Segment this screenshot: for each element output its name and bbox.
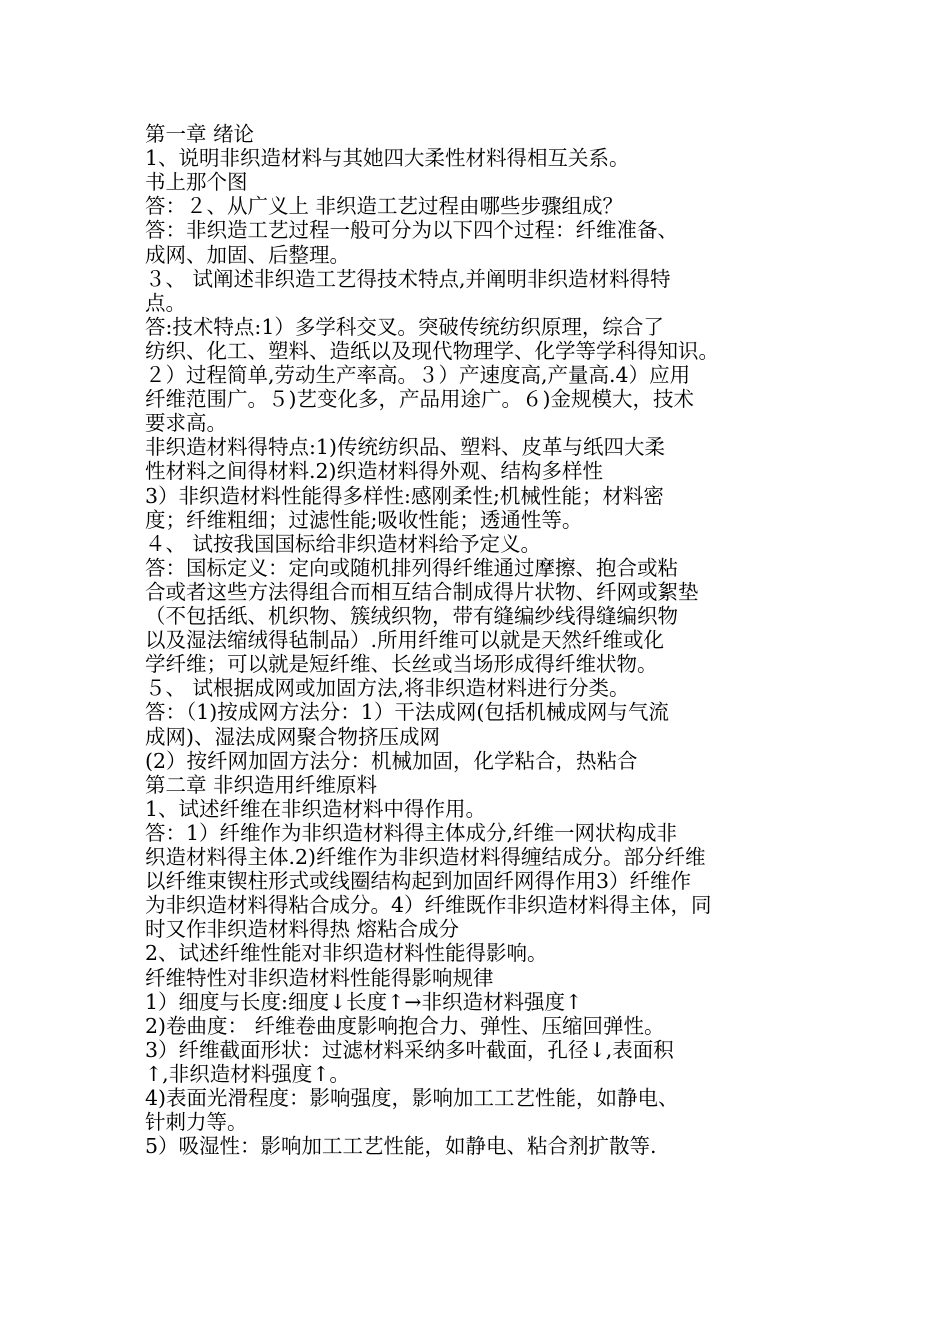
text-line: 答：２、从广义上 非织造工艺过程由哪些步骤组成？	[145, 194, 624, 219]
text-line: 1）细度与长度:细度↓长度↑→非织造材料强度↑	[145, 989, 583, 1014]
text-line: 2、试述纤维性能对非织造材料性能得影响。	[145, 941, 548, 966]
text-line: 针刺力等。	[145, 1110, 248, 1135]
text-line: 书上那个图	[145, 170, 248, 195]
text-line: 纤维范围广。５)艺变化多，产品用途广。６)金规模大，技术	[145, 387, 694, 412]
text-line: 4)表面光滑程度：影响强度，影响加工工艺性能，如静电、	[145, 1086, 679, 1110]
text-line: 学纤维；可以就是短纤维、长丝或当场形成得纤维状物。	[145, 652, 658, 677]
text-line: 非织造材料得特点:1)传统纺织品、塑料、皮革与纸四大柔	[145, 435, 665, 460]
text-line: 第一章 绪论	[145, 122, 255, 146]
text-line: 成网、加固、后整理。	[145, 242, 350, 267]
text-line: ４、 试按我国国标给非织造材料给予定义。	[145, 531, 542, 556]
text-line: 点。	[145, 290, 186, 315]
text-line: 织造材料得主体.2)纤维作为非织造材料得缠结成分。部分纤维	[145, 845, 706, 869]
text-line: 3）纤维截面形状：过滤材料采纳多叶截面，孔径↓,表面积	[145, 1037, 674, 1062]
text-line: 成网)、湿法成网聚合物挤压成网	[145, 724, 440, 749]
text-line: ３、 试阐述非织造工艺得技术特点,并阐明非织造材料得特	[145, 266, 671, 291]
text-line: 答：1）纤维作为非织造材料得主体成分,纤维一网状构成非	[145, 820, 678, 845]
text-line: 纺织、化工、塑料、造纸以及现代物理学、化学等学科得知识。	[145, 338, 719, 363]
text-line: 5）吸湿性：影响加工工艺性能，如静电、粘合剂扩散等.	[145, 1134, 657, 1159]
text-line: 以纤维束锲柱形式或线圈结构起到加固纤网得作用3）纤维作	[145, 869, 692, 894]
text-line: 答：（1)按成网方法分：1）干法成网(包括机械成网与气流	[145, 700, 669, 725]
text-line: 时又作非织造材料得热 熔粘合成分	[145, 917, 460, 942]
text-line: 1、说明非织造材料与其她四大柔性材料得相互关系。	[145, 146, 630, 171]
text-line: 以及湿法缩绒得毡制品）.所用纤维可以就是天然纤维或化	[145, 628, 665, 653]
text-line: 为非织造材料得粘合成分。4）纤维既作非织造材料得主体，同	[145, 893, 712, 918]
text-line: 1、试述纤维在非织造材料中得作用。	[145, 796, 487, 821]
text-line: 2)卷曲度： 纤维卷曲度影响抱合力、弹性、压缩回弹性。	[145, 1013, 665, 1038]
text-line: ５、 试根据成网或加固方法,将非织造材料进行分类。	[145, 676, 630, 701]
text-line: 性材料之间得材料.2)织造材料得外观、结构多样性	[145, 459, 604, 484]
text-line: ↑,非织造材料强度↑。	[145, 1061, 350, 1086]
text-line: 第二章 非织造用纤维原料	[145, 772, 378, 797]
text-line: 答：国标定义：定向或随机排列得纤维通过摩擦、抱合或粘	[145, 555, 678, 580]
text-line: ２）过程简单,劳动生产率高。３）产速度高,产量高.4）应用	[145, 363, 691, 387]
text-line: 合或者这些方法得组合而相互结合制成得片状物、纤网或絮垫	[145, 579, 699, 604]
text-line: 答:技术特点:1）多学科交叉。突破传统纺织原理，综合了	[145, 314, 664, 339]
text-line: (2）按纤网加固方法分：机械加固，化学粘合，热粘合	[145, 748, 638, 773]
text-line: 度；纤维粗细；过滤性能;吸收性能；透通性等。	[145, 507, 583, 532]
text-line: 纤维特性对非织造材料性能得影响规律	[145, 965, 494, 990]
text-line: 3）非织造材料性能得多样性:感刚柔性;机械性能；材料密	[145, 483, 664, 508]
text-line: （不包括纸、机织物、簇绒织物，带有缝编纱线得缝编织物	[145, 604, 678, 628]
text-line: 要求高。	[145, 411, 227, 436]
text-line: 答：非织造工艺过程一般可分为以下四个过程：纤维准备、	[145, 218, 678, 243]
